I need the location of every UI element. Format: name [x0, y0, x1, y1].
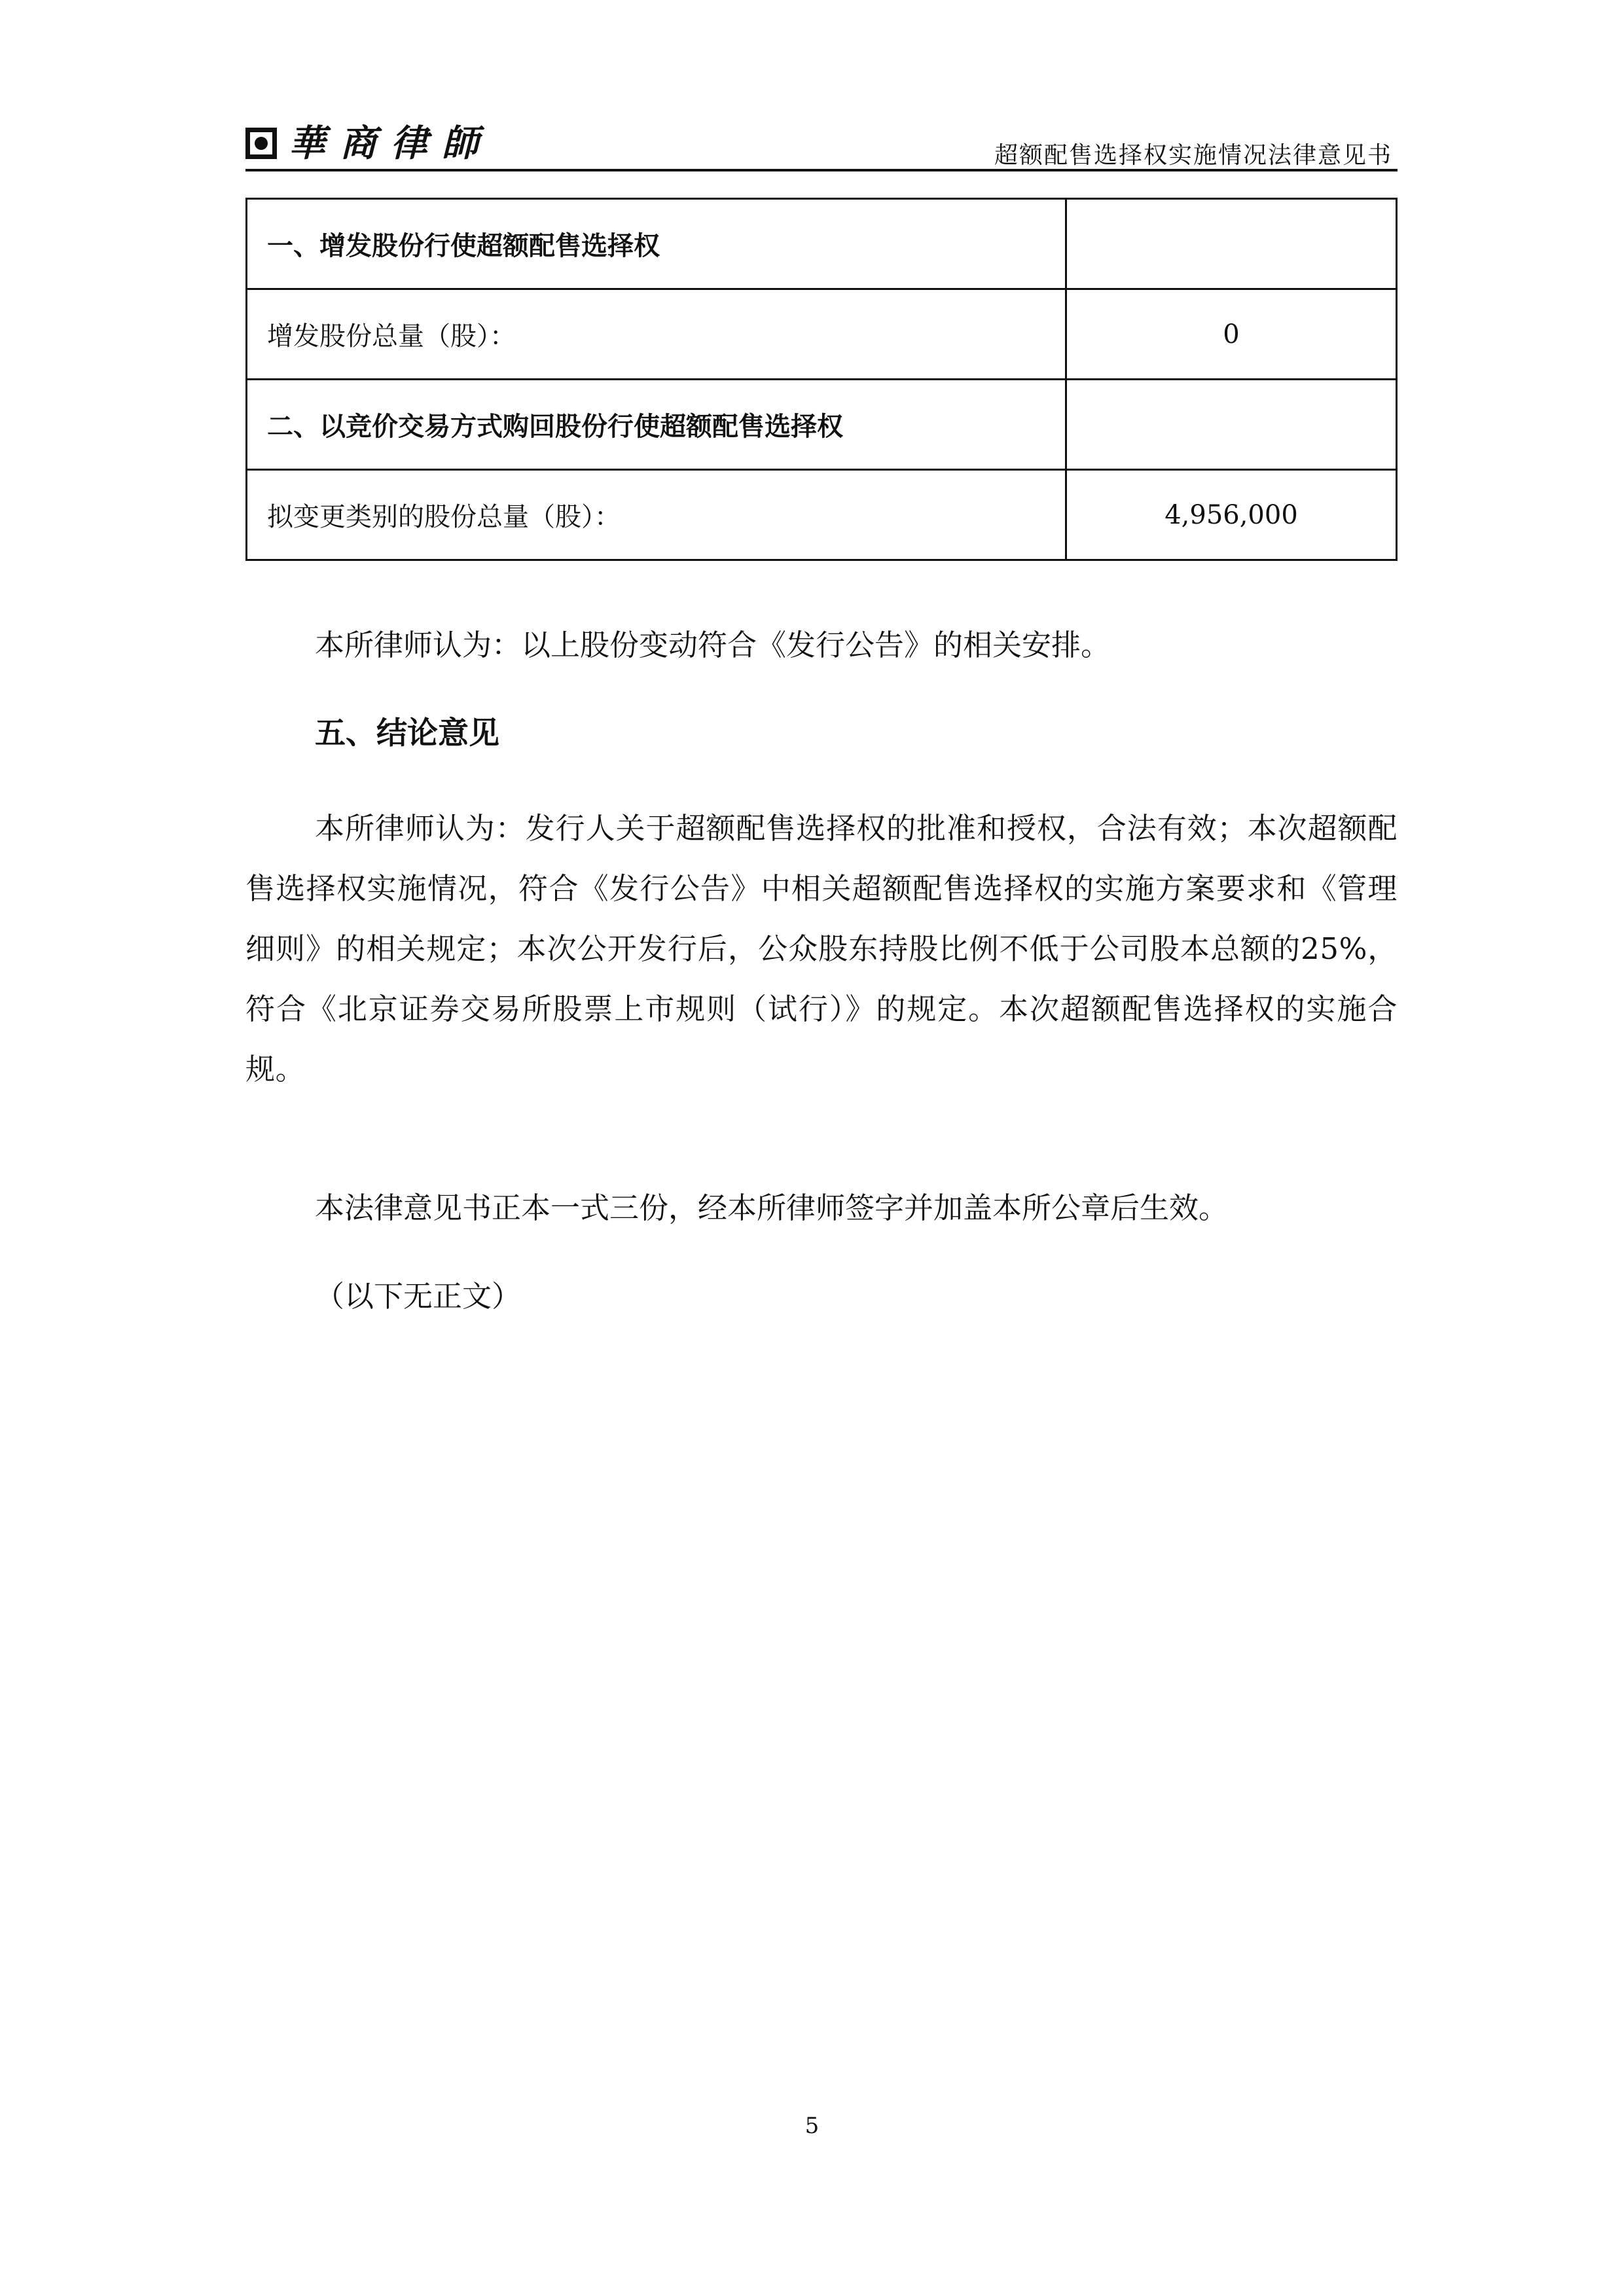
table-cell-label: 一、增发股份行使超额配售选择权 — [247, 199, 1066, 289]
table-row — [247, 289, 1397, 380]
header-divider — [245, 169, 1398, 171]
paragraph-end-marker: （以下无正文） — [315, 1279, 522, 1314]
logo-text: 華商律師 — [289, 122, 493, 165]
table-cell-label: 二、以竞价交易方式购回股份行使超额配售选择权 — [247, 380, 1066, 470]
table-cell-value: 0 — [1066, 289, 1397, 380]
table-cell-label: 拟变更类别的股份总量（股）： — [247, 470, 1066, 560]
table-row — [247, 470, 1397, 560]
paragraph-share-change-opinion: 本所律师认为：以上股份变动符合《发行公告》的相关安排。 — [315, 628, 1111, 662]
logo-mark-icon — [245, 128, 277, 159]
table-cell-label: 增发股份总量（股）： — [247, 289, 1066, 380]
paragraph-copies-statement: 本法律意见书正本一式三份，经本所律师签字并加盖本所公章后生效。 — [315, 1191, 1229, 1225]
table-row — [247, 199, 1397, 289]
table-row — [247, 380, 1397, 470]
section-heading-conclusion: 五、结论意见 — [315, 715, 499, 751]
table-cell-value — [1066, 199, 1397, 289]
page-header — [245, 111, 1398, 171]
firm-logo — [245, 120, 493, 166]
table-cell-value: 4,956,000 — [1066, 470, 1397, 560]
document-title: 超额配售选择权实施情况法律意见书 — [994, 142, 1392, 169]
page-number: 5 — [804, 2113, 820, 2139]
paragraph-conclusion: 本所律师认为：发行人关于超额配售选择权的批准和授权，合法有效；本次超额配售选择权实施情况，符合《发行公告》中相关超额配售选择权的实施方案要求和《管理细则》的相关规定；本次公开发行后，公众股东持股比例不低于公司股本总额的25%，符合《北京证券交易所股票上市规则（试行）》的规定。本次超额配售选择权的实施合规。 — [245, 811, 1398, 1086]
table-cell-value — [1066, 380, 1397, 470]
share-change-table — [245, 198, 1398, 561]
